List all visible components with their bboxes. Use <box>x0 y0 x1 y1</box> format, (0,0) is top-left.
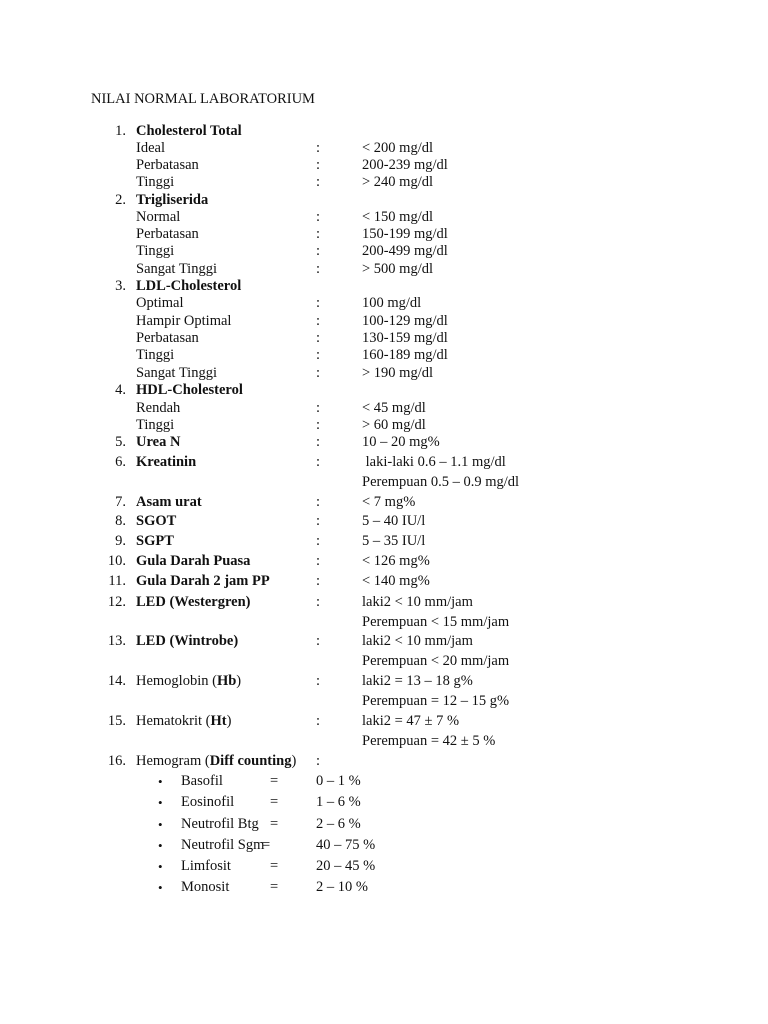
item-label: Sangat Tinggi <box>136 365 217 381</box>
colon: : <box>316 400 321 416</box>
item-value: 100-129 mg/dl <box>362 313 448 329</box>
hemogram-item <box>0 816 768 833</box>
item-value: laki2 = 13 – 18 g% <box>362 673 473 689</box>
item-value: 5 – 35 IU/l <box>362 533 426 549</box>
item-label: Rendah <box>136 400 181 416</box>
list-item-kreatinin <box>0 454 768 471</box>
item-label: Asam urat <box>136 494 202 510</box>
item-label: Gula Darah 2 jam PP <box>136 573 270 589</box>
colon: : <box>316 174 321 190</box>
list-item <box>0 347 768 364</box>
hemogram-value: 0 – 1 % <box>316 773 361 789</box>
hemogram-label: Neutrofil Btg <box>181 816 259 832</box>
bullet-icon: • <box>158 817 163 832</box>
list-item <box>0 209 768 226</box>
item-label: Hampir Optimal <box>136 313 232 329</box>
item-label: Tinggi <box>136 347 175 363</box>
list-item <box>0 157 768 174</box>
item-number: 10. <box>107 553 126 569</box>
list-item-hemogram <box>0 753 768 770</box>
item-number: 16. <box>107 753 126 769</box>
equals-sign: = <box>270 794 279 810</box>
item-label: LED (Wintrobe) <box>136 633 239 649</box>
item-number: 12. <box>107 594 126 610</box>
colon: : <box>316 713 321 729</box>
item-label: SGPT <box>136 533 174 549</box>
list-item-led-wintrobe <box>0 633 768 650</box>
item-value: 100 mg/dl <box>362 295 422 311</box>
hemogram-value: 2 – 10 % <box>316 879 368 895</box>
item-label: Ideal <box>136 140 165 156</box>
hemogram-label: Neutrofil Sgm <box>181 837 265 853</box>
hemogram-value: 2 – 6 % <box>316 816 361 832</box>
colon: : <box>316 753 321 769</box>
bullet-icon: • <box>158 880 163 895</box>
item-label: Hemoglobin (Hb) <box>136 673 242 689</box>
section-ldl-cholesterol <box>0 278 768 295</box>
list-item <box>0 243 768 260</box>
item-value: < 126 mg% <box>362 553 430 569</box>
list-item <box>0 365 768 382</box>
equals-sign: = <box>270 879 279 895</box>
section-label: LDL-Cholesterol <box>136 278 242 294</box>
item-number: 3. <box>115 278 126 294</box>
list-item-continuation <box>0 733 768 750</box>
equals-sign: = <box>262 837 271 853</box>
item-number: 5. <box>115 434 126 450</box>
colon: : <box>316 243 321 259</box>
list-item <box>0 295 768 312</box>
colon: : <box>316 594 321 610</box>
list-item-sgot <box>0 513 768 530</box>
item-label: Tinggi <box>136 174 175 190</box>
item-number: 15. <box>107 713 126 729</box>
item-value: > 60 mg/dl <box>362 417 426 433</box>
hemogram-value: 1 – 6 % <box>316 794 361 810</box>
colon: : <box>316 513 321 529</box>
bullet-icon: • <box>158 838 163 853</box>
list-item-led-westergren <box>0 594 768 611</box>
item-value: > 500 mg/dl <box>362 261 434 277</box>
section-hdl-cholesterol <box>0 382 768 399</box>
item-number: 7. <box>115 494 126 510</box>
hemogram-label: Eosinofil <box>181 794 235 810</box>
hemogram-label: Basofil <box>181 773 223 789</box>
hemogram-item <box>0 858 768 875</box>
list-item <box>0 174 768 191</box>
item-label: Perbatasan <box>136 226 199 242</box>
list-item <box>0 140 768 157</box>
item-number: 1. <box>115 123 126 139</box>
list-item <box>0 417 768 434</box>
colon: : <box>316 434 321 450</box>
item-number: 8. <box>115 513 126 529</box>
hemogram-value: 20 – 45 % <box>316 858 376 874</box>
item-label: Hematokrit (Ht) <box>136 713 232 729</box>
item-value: laki-laki 0.6 – 1.1 mg/dl <box>362 454 506 470</box>
list-item-hemoglobin <box>0 673 768 690</box>
colon: : <box>316 157 321 173</box>
item-label: Hemogram (Diff counting) <box>136 753 297 769</box>
list-item <box>0 261 768 278</box>
colon: : <box>316 417 321 433</box>
bullet-icon: • <box>158 795 163 810</box>
item-value: laki2 < 10 mm/jam <box>362 633 473 649</box>
colon: : <box>316 261 321 277</box>
item-label: Sangat Tinggi <box>136 261 217 277</box>
hemogram-item <box>0 773 768 790</box>
list-item-hematokrit <box>0 713 768 730</box>
equals-sign: = <box>270 858 279 874</box>
list-item <box>0 330 768 347</box>
list-item-sgpt <box>0 533 768 550</box>
item-label: Optimal <box>136 295 184 311</box>
colon: : <box>316 347 321 363</box>
item-value: Perempuan 0.5 – 0.9 mg/dl <box>362 474 520 490</box>
item-value: 200-239 mg/dl <box>362 157 448 173</box>
item-value: < 7 mg% <box>362 494 416 510</box>
item-number: 4. <box>115 382 126 398</box>
page-title: NILAI NORMAL LABORATORIUM <box>91 91 315 107</box>
item-label: LED (Westergren) <box>136 594 251 610</box>
hemogram-label: Limfosit <box>181 858 231 874</box>
item-number: 11. <box>108 573 126 589</box>
section-label: Cholesterol Total <box>136 123 242 139</box>
colon: : <box>316 226 321 242</box>
list-item-continuation <box>0 614 768 631</box>
item-value: 200-499 mg/dl <box>362 243 448 259</box>
colon: : <box>316 633 321 649</box>
list-item-gula-darah-puasa <box>0 553 768 570</box>
colon: : <box>316 673 321 689</box>
item-value: 130-159 mg/dl <box>362 330 448 346</box>
item-value: > 190 mg/dl <box>362 365 434 381</box>
item-label: SGOT <box>136 513 177 529</box>
list-item-urea <box>0 434 768 451</box>
item-value: Perempuan < 15 mm/jam <box>362 614 510 630</box>
item-number: 13. <box>107 633 126 649</box>
bullet-icon: • <box>158 859 163 874</box>
item-label: Urea N <box>136 434 181 450</box>
equals-sign: = <box>270 773 279 789</box>
item-label: Perbatasan <box>136 330 199 346</box>
list-item-continuation <box>0 474 768 491</box>
item-value: Perempuan < 20 mm/jam <box>362 653 510 669</box>
colon: : <box>316 454 321 470</box>
colon: : <box>316 365 321 381</box>
item-value: < 140 mg% <box>362 573 430 589</box>
colon: : <box>316 330 321 346</box>
colon: : <box>316 295 321 311</box>
hemogram-item <box>0 794 768 811</box>
item-number: 6. <box>115 454 126 470</box>
item-value: > 240 mg/dl <box>362 174 434 190</box>
section-label: Trigliserida <box>136 192 209 208</box>
item-number: 9. <box>115 533 126 549</box>
item-value: < 200 mg/dl <box>362 140 434 156</box>
colon: : <box>316 494 321 510</box>
section-label: HDL-Cholesterol <box>136 382 243 398</box>
colon: : <box>316 313 321 329</box>
item-value: 5 – 40 IU/l <box>362 513 426 529</box>
item-label: Perbatasan <box>136 157 199 173</box>
item-number: 2. <box>115 192 126 208</box>
item-label: Tinggi <box>136 243 175 259</box>
item-value: Perempuan = 42 ± 5 % <box>362 733 496 749</box>
item-value: 160-189 mg/dl <box>362 347 448 363</box>
hemogram-value: 40 – 75 % <box>316 837 376 853</box>
equals-sign: = <box>270 816 279 832</box>
item-number: 14. <box>107 673 126 689</box>
item-label: Gula Darah Puasa <box>136 553 251 569</box>
list-item-asam-urat <box>0 494 768 511</box>
list-item-continuation <box>0 653 768 670</box>
section-cholesterol-total <box>0 123 768 140</box>
hemogram-label: Monosit <box>181 879 230 895</box>
colon: : <box>316 209 321 225</box>
hemogram-item <box>0 837 768 854</box>
item-label: Kreatinin <box>136 454 197 470</box>
list-item <box>0 226 768 243</box>
item-value: 150-199 mg/dl <box>362 226 448 242</box>
list-item <box>0 400 768 417</box>
item-label: Normal <box>136 209 181 225</box>
item-label: Tinggi <box>136 417 175 433</box>
bullet-icon: • <box>158 774 163 789</box>
item-value: laki2 < 10 mm/jam <box>362 594 473 610</box>
item-value: < 150 mg/dl <box>362 209 434 225</box>
list-item <box>0 313 768 330</box>
list-item-gula-darah-2jam <box>0 573 768 590</box>
colon: : <box>316 533 321 549</box>
hemogram-item <box>0 879 768 896</box>
item-value: 10 – 20 mg% <box>362 434 440 450</box>
item-value: Perempuan = 12 – 15 g% <box>362 693 510 709</box>
section-trigliserida <box>0 192 768 209</box>
item-value: < 45 mg/dl <box>362 400 426 416</box>
colon: : <box>316 573 321 589</box>
colon: : <box>316 553 321 569</box>
list-item-continuation <box>0 693 768 710</box>
item-value: laki2 = 47 ± 7 % <box>362 713 460 729</box>
colon: : <box>316 140 321 156</box>
